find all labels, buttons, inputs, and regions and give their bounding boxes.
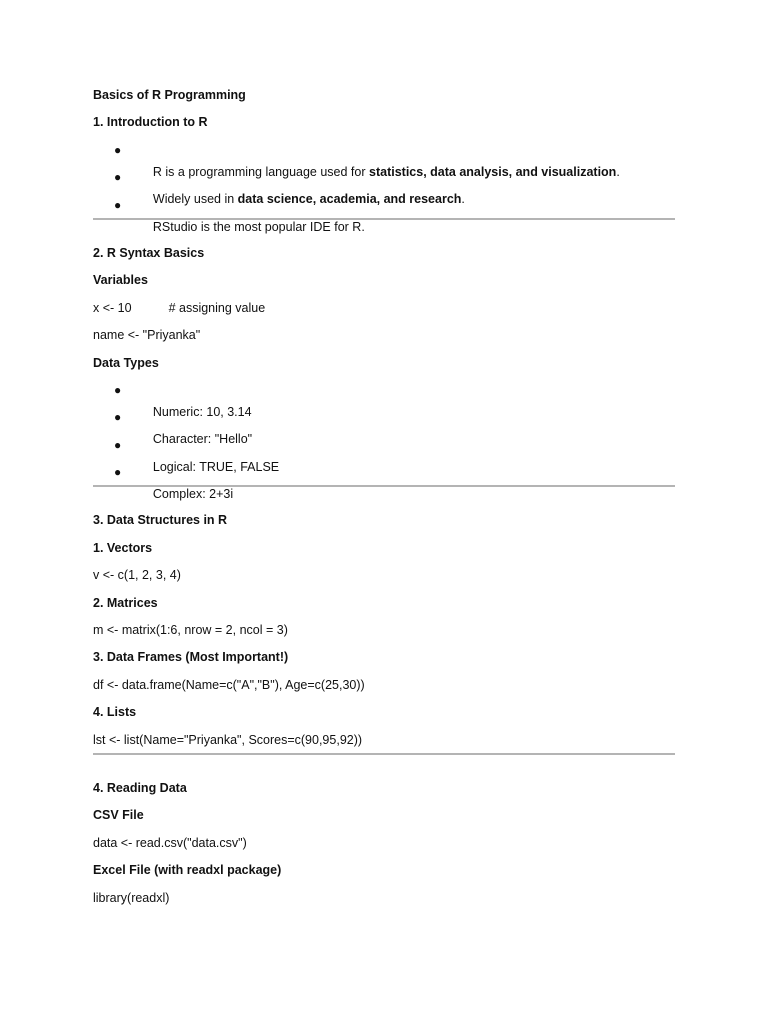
code-line: df <- data.frame(Name=c("A","B"), Age=c(25,30)) — [93, 677, 365, 692]
list-item: ● R is a programming language used for statistics, data analysis, and visualization. — [93, 139, 675, 161]
subheading-matrices: 2. Matrices — [93, 595, 158, 610]
subheading-vectors: 1. Vectors — [93, 540, 153, 555]
horizontal-rule — [93, 753, 675, 755]
code-line: library(readxl) — [93, 890, 170, 905]
list-item: ● Logical: TRUE, FALSE — [93, 434, 675, 456]
bullet-icon: ● — [114, 437, 122, 452]
code-line: x <- 10 # assigning value — [93, 300, 266, 315]
bullet-icon: ● — [114, 142, 122, 157]
document-page — [93, 84, 675, 914]
section-heading-reading-data: 4. Reading Data — [93, 780, 187, 795]
section-heading-data-structures: 3. Data Structures in R — [93, 513, 228, 528]
bullet-icon: ● — [114, 410, 122, 425]
subheading-data-frames: 3. Data Frames (Most Important!) — [93, 650, 289, 665]
bullet-icon: ● — [114, 465, 122, 480]
subheading-excel-file: Excel File (with readxl package) — [93, 863, 282, 878]
subheading-variables: Variables — [93, 273, 148, 288]
list-item: ● RStudio is the most popular IDE for R. — [93, 194, 675, 216]
code-line: v <- c(1, 2, 3, 4) — [93, 568, 181, 583]
code-line: name <- "Priyanka" — [93, 328, 201, 343]
list-item: ● Character: "Hello" — [93, 406, 675, 428]
subheading-csv-file: CSV File — [93, 808, 144, 823]
bullet-icon: ● — [114, 382, 122, 397]
code-line: m <- matrix(1:6, nrow = 2, ncol = 3) — [93, 623, 288, 638]
section-heading-introduction: 1. Introduction to R — [93, 115, 208, 130]
bullet-icon: ● — [114, 170, 122, 185]
list-item: ● Complex: 2+3i — [93, 461, 675, 483]
document-title: Basics of R Programming — [93, 88, 246, 102]
subheading-data-types: Data Types — [93, 355, 159, 370]
list-item: ● Widely used in data science, academia, and research. — [93, 166, 675, 188]
subheading-lists: 4. Lists — [93, 705, 137, 720]
list-item: ● Numeric: 10, 3.14 — [93, 379, 675, 401]
code-line: lst <- list(Name="Priyanka", Scores=c(90,95,92)) — [93, 732, 363, 747]
section-heading-syntax: 2. R Syntax Basics — [93, 245, 205, 260]
code-line: data <- read.csv("data.csv") — [93, 835, 247, 850]
bullet-icon: ● — [114, 197, 122, 212]
